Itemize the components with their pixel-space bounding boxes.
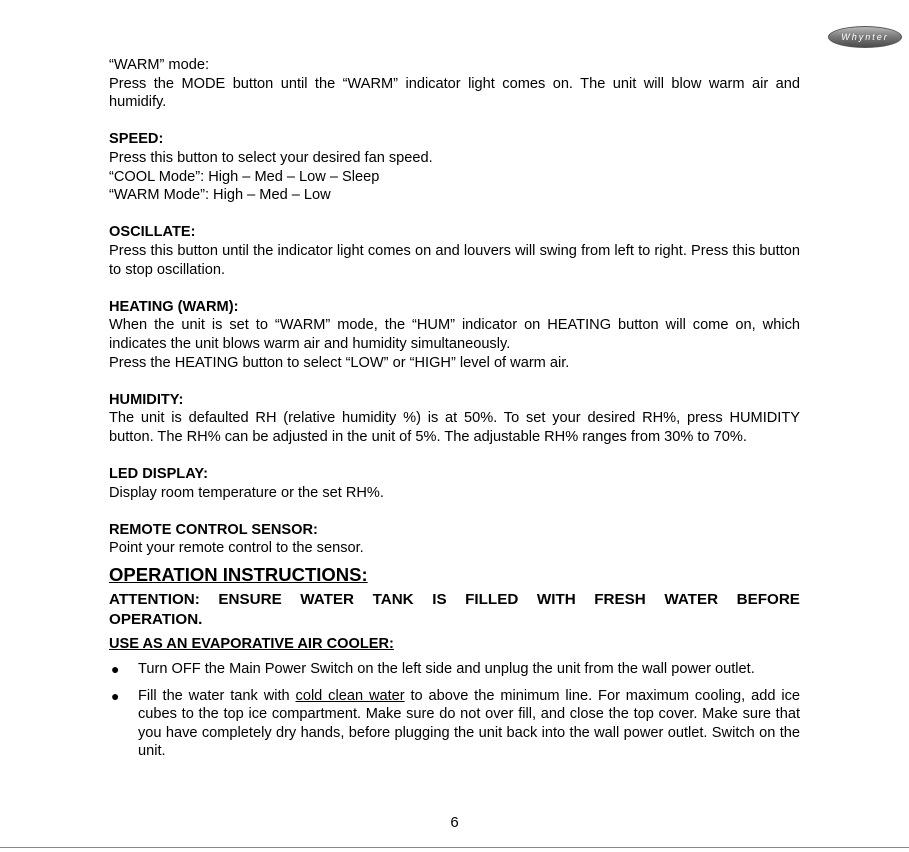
heating-heading: HEATING (WARM): [109,298,239,315]
page-number: 6 [450,814,459,831]
bullet-icon: ● [111,687,120,704]
spacer [109,446,800,465]
attention-line-2: OPERATION. [109,611,203,629]
speed-line-1: Press this button to select your desired fan speed. [109,149,433,166]
attention-word: ENSURE [218,591,282,609]
humidity-text: The unit is defaulted RH (relative humidity %) is at 50%. To set your desired RH%, press HUMIDITY button. The RH% can be adjusted in the unit of 5%. The adjustable RH% ranges from 30% to 70%. [109,410,800,445]
evaporative-cooler-subheading: USE AS AN EVAPORATIVE AIR COOLER: [109,636,394,653]
led-display-heading: LED DISPLAY: [109,466,208,483]
spacer [109,205,800,224]
remote-sensor-heading: REMOTE CONTROL SENSOR: [109,521,318,538]
attention-word: WATER [300,591,354,609]
list-item-text-underlined: cold clean water [295,687,405,704]
operation-instructions-heading: OPERATION INSTRUCTIONS: [109,564,368,586]
page-content [109,56,800,769]
warm-mode-text: Press the MODE button until the “WARM” indicator light comes on. The unit will blow warm air and humidify. [109,75,800,111]
list-item [109,660,800,679]
led-display-text: Display room temperature or the set RH%. [109,484,384,501]
remote-sensor-text: Point your remote control to the sensor. [109,540,364,557]
whynter-logo [828,26,902,48]
speed-line-2: “COOL Mode”: High – Med – Low – Sleep [109,168,380,185]
humidity-heading: HUMIDITY: [109,391,184,408]
attention-word: IS [432,591,447,609]
attention-word: TANK [372,591,414,609]
oscillate-text: Press this button until the indicator light comes on and louvers will swing from left to right. Press this button to stop oscillation. [109,242,800,278]
attention-word: FILLED [465,591,519,609]
attention-word: FRESH [594,591,646,609]
attention-word: ATTENTION: [109,591,200,609]
oscillate-heading: OSCILLATE: [109,224,196,241]
list-item-text: Turn OFF the Main Power Switch on the left side and unplug the unit from the wall power outlet. [138,661,755,678]
warm-mode-heading: “WARM” mode: [109,57,209,73]
speed-line-3: “WARM Mode”: High – Med – Low [109,187,331,204]
bullet-icon: ● [111,661,120,678]
spacer [109,112,800,131]
bottom-divider [0,847,909,848]
spacer [109,372,800,391]
attention-word: WATER [664,591,719,609]
instruction-list [109,660,800,761]
attention-word: WITH [536,591,576,609]
attention-line [109,590,800,610]
heating-text-1: When the unit is set to “WARM” mode, the “HUM” indicator on HEATING button will come on, which indicates the unit blows warm air and humidity simultaneously. [109,317,800,352]
spacer [109,279,800,298]
list-item-text-pre: Fill the water tank with [138,687,296,704]
heating-text-2: Press the HEATING button to select “LOW” or “HIGH” level of warm air. [109,354,570,371]
spacer [109,502,800,521]
logo-text: Whynter [841,32,889,42]
speed-heading: SPEED: [109,131,164,148]
list-item-text-post: to above the minimum line. For maximum cooling, add ice cubes to the top ice compartment. Make sure do not over fill, and close the top cover. Make sure that you have completely dry hands, before plugging the unit back into the wall power outlet. Switch on the unit. [138,687,800,760]
list-item [109,687,800,761]
attention-word: BEFORE [736,591,800,609]
